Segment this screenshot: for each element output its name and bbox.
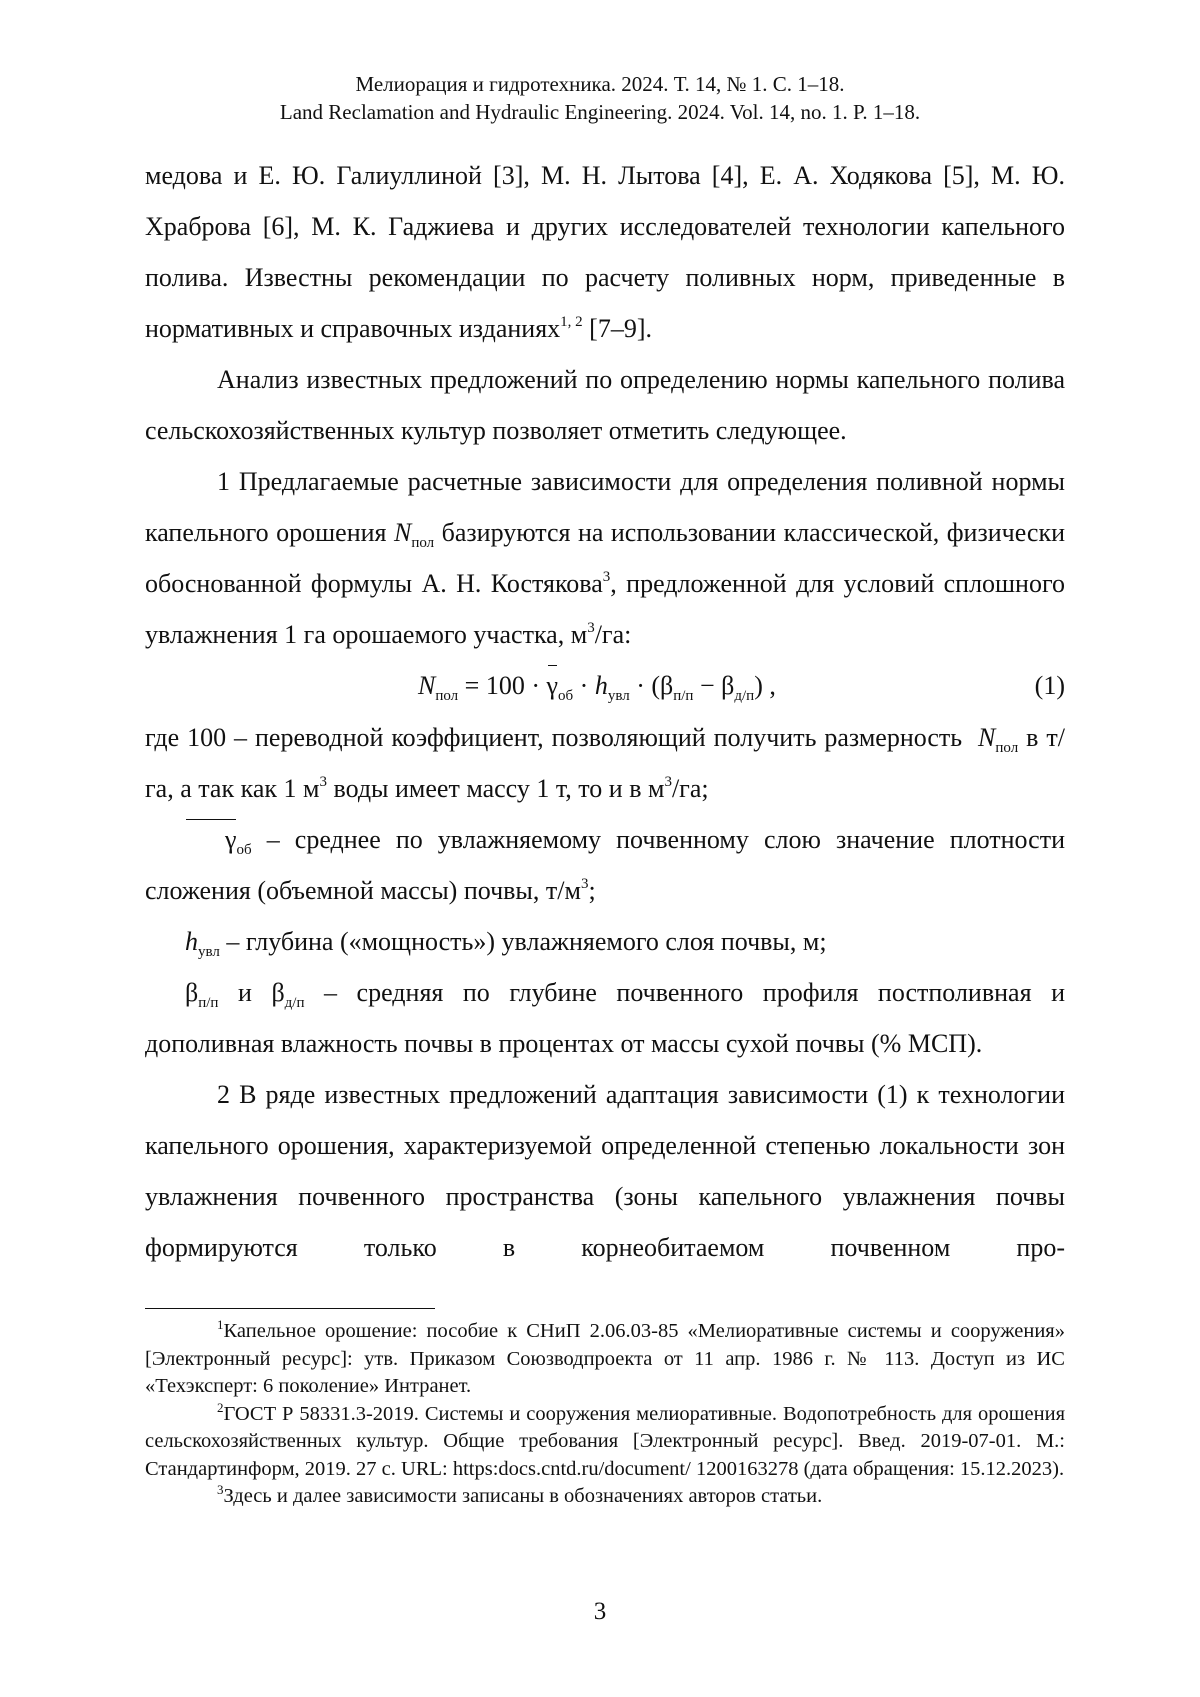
footnote-ref-3: 3 (602, 569, 611, 585)
paragraph-analysis: Анализ известных предложений по определению нормы капельного полива сельскохозяйственных культур позволяет отметить следующее. (145, 365, 1065, 445)
footnote-ref-1-2: 1, 2 (560, 314, 583, 330)
definition-gamma: $\gamma_{об}$ – среднее по увлажняемому почвенному слою значение плотности сложения (объемной массы) почвы, $т/м^3$; (145, 814, 1065, 916)
footnote-1: $^1$Капельное орошение: пособие к СНиП 2.06.03-85 «Мелиоративные системы и сооружения» [Электронный ресурс]: утв. Приказом Союзводпроекта от 11 апр. 1986 г. № 113. Доступ из ИС «Техэксперт: 6 поколение» Интранет. (145, 1317, 1065, 1397)
formula-number: (1) (1034, 671, 1065, 700)
main-text (145, 150, 1065, 1273)
definition-100: где 100 – переводной коэффициент, позволяющий получить размерность $N_{пол}$ в т/га, а так как 1 $м^3$ воды имеет массу 1 т, то и в $м^3/га$; (145, 723, 1065, 803)
definition-h: $h_{увл}$ – глубина («мощность») увлажняемого слоя почвы, м; (185, 927, 827, 960)
definition-beta: $\beta_{п/п}$ и $\beta_{д/п}$ – средняя по глубине почвенного профиля постполивная и дополивная влажность почвы в процентах от массы сухой почвы (% МСП). (145, 978, 1065, 1058)
formula-expression: $N_{пол} = 100 \cdot \gamma_{об} \cdot h_{увл} \cdot (\beta_{п/п} - \beta_{д/п})$ , (418, 660, 776, 711)
paragraph-continuation: медова и Е. Ю. Галиуллиной [3], М. Н. Лытова [4], Е. А. Ходякова [5], М. Ю. Храброва [6], М. К. Гаджиева и других исследователей технологии капельного полива. Известны рекомендации по расчету поливных норм, приведенные в нормативных и справочных изданиях$^{1, 2}$ [7–9]. (145, 161, 1065, 343)
formula-1 (145, 660, 1065, 712)
footnote-separator (145, 1308, 435, 1309)
gamma-mean-symbol: γ (547, 660, 559, 711)
header-line-en: Land Reclamation and Hydraulic Engineering. 2024. Vol. 14, no. 1. P. 1–18. (279, 100, 921, 124)
page-number: 3 (593, 1598, 607, 1625)
footnote-3: $^3$Здесь и далее зависимости записаны в обозначениях авторов статьи. (217, 1482, 823, 1507)
journal-header (0, 70, 1200, 126)
header-line-ru: Мелиорация и гидротехника. 2024. Т. 14, № 1. С. 1–18. (355, 72, 845, 96)
footnotes (145, 1318, 1065, 1511)
paragraph-point-2: 2 В ряде известных предложений адаптация зависимости (1) к технологии капельного орошения, характеризуемой определенной степенью локальности зон увлажнения почвенного пространства (зоны капельного увлажнения почвы формируются только в корнеобитаемом почвенном про- (145, 1080, 1065, 1262)
footnote-2: $^2$ГОСТ Р 58331.3-2019. Системы и сооружения мелиоративные. Водопотребность для орошения сельскохозяйственных культур. Общие требования [Электронный ресурс]. Введ. 2019-07-01. М.: Стандартинформ, 2019. 27 с. URL: https:docs.cntd.ru/document/ 1200163278 (дата обращения: 15.12.2023). (145, 1399, 1065, 1480)
paragraph-point-1: 1 Предлагаемые расчетные зависимости для определения поливной нормы капельного орошения $N_{пол}$ базируются на использовании классической, физически обоснованной формулы А. Н. Костякова$^3$, предложенной для условий сплошного увлажнения 1 га орошаемого участка, $м^3/га$: (145, 467, 1066, 649)
